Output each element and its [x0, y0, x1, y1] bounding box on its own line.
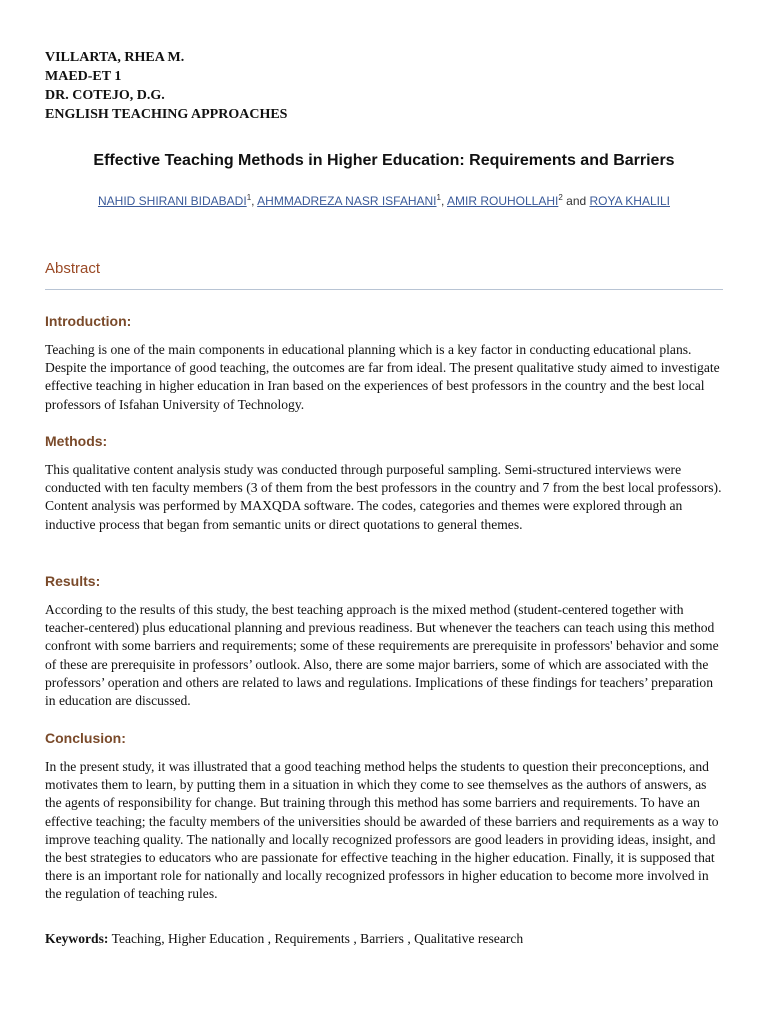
course-code: MAED-ET 1: [45, 69, 122, 84]
abstract-heading: Abstract: [45, 260, 101, 277]
divider: [45, 289, 723, 290]
student-header: [45, 48, 287, 124]
instructor-name: DR. COTEJO, D.G.: [45, 88, 165, 103]
author-affiliation: 1: [436, 193, 441, 202]
author-link[interactable]: ROYA KHALILI: [589, 194, 670, 208]
results-heading: Results:: [45, 573, 101, 589]
author-link[interactable]: AHMMADREZA NASR ISFAHANI: [257, 194, 437, 208]
author-link[interactable]: NAHID SHIRANI BIDABADI: [97, 194, 247, 208]
author-affiliation: 2: [558, 193, 563, 202]
author-separator: ,: [251, 194, 258, 208]
conclusion-text: In the present study, it was illustrated that a good teaching method helps the students to question their preconceptions, and motivates them to learn, by putting them in a situation in which they come to see themselves as the authors of answers, as the agents of responsibility for change. But training through this method has some barriers and requirements. To have an effective teaching; the faculty members of the universities should be awarded of these barriers and requirements as a way to improve teaching quality. The nationally and locally recognized professors are good leaders in providing ideas, insight, and the best strategies to educators who are passionate for effective teaching in the higher education. Finally, it is supposed that there is an important role for nationally and locally recognized professors in higher education to become more involved in the regulation of teaching rules.: [45, 759, 719, 902]
keywords-label: Keywords:: [45, 931, 109, 946]
article-title: Effective Teaching Methods in Higher Education: Requirements and Barriers: [93, 152, 675, 169]
introduction-text: Teaching is one of the main components in educational planning which is a key factor in conducting educational plans. Despite the importance of good teaching, the outcomes are far from ideal. The present qualitative study aimed to investigate effective teaching in higher education in Iran based on the experiences of best professors in the country and the best local professors of Isfahan University of Technology.: [45, 342, 720, 412]
author-link[interactable]: AMIR ROUHOLLAHI: [447, 194, 559, 208]
keywords-line: [45, 930, 723, 948]
results-text: According to the results of this study, the best teaching approach is the mixed method (student-centered together with teacher-centered) plus educational planning and previous readiness. But whenever the teachers can teach using this method confront with some barriers and requirements; some of these requirements are prerequisite in professors' behavior and some of these are prerequisite in professors’ outlook. Also, there are some major barriers, some of which are associated with the professors’ operation and others are related to laws and regulations. Implications of these findings for teachers’ preparation in education are discussed.: [45, 602, 719, 709]
keywords-text: Teaching, Higher Education , Requirements , Barriers , Qualitative research: [111, 931, 524, 946]
subject-name: ENGLISH TEACHING APPROACHES: [45, 107, 288, 122]
student-name: VILLARTA, RHEA M.: [45, 50, 185, 65]
author-list: [45, 190, 723, 209]
author-and: and: [562, 194, 590, 208]
author-affiliation: 1: [246, 193, 252, 202]
author-separator: ,: [440, 194, 447, 208]
methods-text: This qualitative content analysis study was conducted through purposeful sampling. Semi-structured interviews were conducted with ten faculty members (3 of them from the best professors in the country and 7 from the best local professors). Content analysis was performed by MAXQDA software. The codes, categories and themes were explored through an inductive process that began from semantic units or direct quotations to general themes.: [45, 462, 722, 532]
introduction-heading: Introduction:: [45, 313, 132, 329]
methods-heading: Methods:: [45, 433, 108, 449]
conclusion-heading: Conclusion:: [45, 730, 126, 746]
